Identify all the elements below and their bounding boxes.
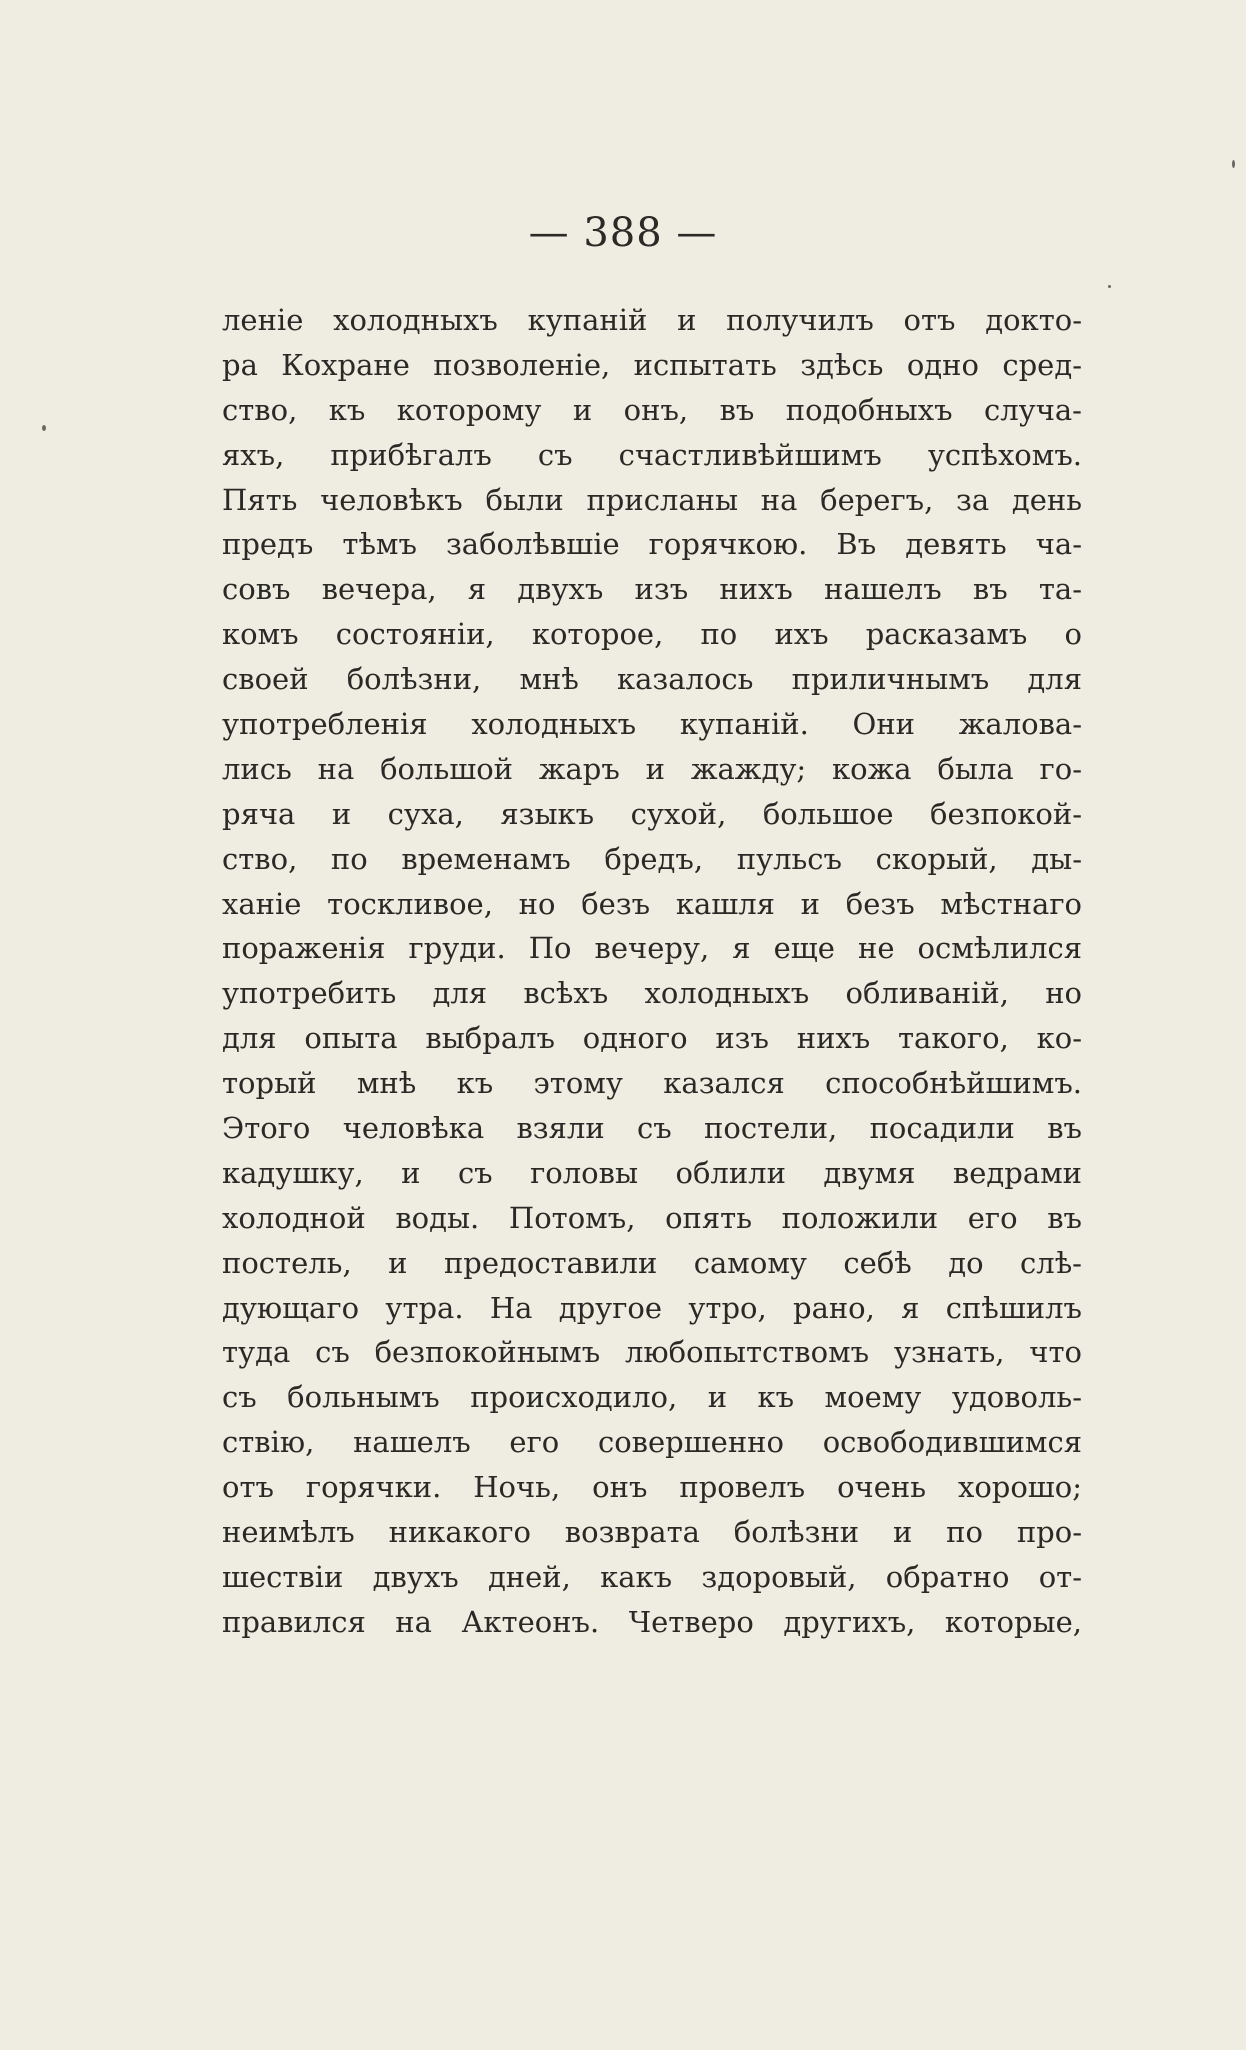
text-line: комъ состояніи, которое, по ихъ расказамъ о (222, 617, 1082, 652)
text-line: кадушку, и съ головы облили двумя ведрами (222, 1155, 1082, 1190)
text-line: совъ вечера, я двухъ изъ нихъ нашелъ въ та- (222, 572, 1082, 607)
text-line: ханіе тоскливое, но безъ кашля и безъ мѣстнаго (222, 886, 1082, 921)
text-line: съ больнымъ происходило, и къ моему удоволь- (222, 1380, 1082, 1415)
text-line: ствію, нашелъ его совершенно освободившимся (222, 1425, 1082, 1460)
text-line: неимѣлъ никакого возврата болѣзни и по про- (222, 1515, 1082, 1550)
text-line: ряча и суха, языкъ сухой, большое безпокой- (222, 796, 1082, 831)
text-line: туда съ безпокойнымъ любопытствомъ узнать, что (222, 1335, 1082, 1370)
text-line: постель, и предоставили самому себѣ до слѣ- (222, 1245, 1082, 1280)
text-line: своей болѣзни, мнѣ казалось приличнымъ для (222, 662, 1082, 697)
text-line: дующаго утра. На другое утро, рано, я спѣшилъ (222, 1290, 1082, 1325)
paper-speck (42, 425, 46, 431)
text-line: пораженія груди. По вечеру, я еще не осмѣлился (222, 931, 1082, 966)
text-line: ра Кохране позволеніе, испытать здѣсь одно сред- (222, 347, 1082, 382)
text-line: леніе холодныхъ купаній и получилъ отъ докто- (222, 303, 1082, 337)
text-line: холодной воды. Потомъ, опять положили его въ (222, 1200, 1082, 1235)
text-line: торый мнѣ къ этому казался способнѣйшимъ. (222, 1066, 1082, 1101)
text-line: употребленія холодныхъ купаній. Они жалова- (222, 707, 1082, 742)
paper-speck (1232, 160, 1235, 168)
text-line: правился на Актеонъ. Четверо другихъ, которые, (222, 1604, 1082, 1639)
text-line: Пять человѣкъ были присланы на берегъ, за день (222, 482, 1082, 517)
paper-speck (1108, 285, 1111, 288)
page-number: — 388 — (528, 210, 718, 256)
text-line: шествіи двухъ дней, какъ здоровый, обратно от- (222, 1559, 1082, 1594)
text-line: ство, къ которому и онъ, въ подобныхъ случа- (222, 392, 1082, 427)
text-line: для опыта выбралъ одного изъ нихъ такого, ко- (222, 1021, 1082, 1056)
text-line: яхъ, прибѣгалъ съ счастливѣйшимъ успѣхомъ. (222, 437, 1082, 472)
body-text (222, 298, 1082, 1645)
text-line: лись на большой жаръ и жажду; кожа была го- (222, 751, 1082, 786)
text-line: ство, по временамъ бредъ, пульсъ скорый, ды- (222, 841, 1082, 876)
text-line: употребить для всѣхъ холодныхъ обливаній, но (222, 976, 1082, 1011)
text-line: предъ тѣмъ заболѣвшіе горячкою. Въ девять ча- (222, 527, 1082, 562)
text-line: Этого человѣка взяли съ постели, посадили въ (222, 1111, 1082, 1146)
text-line: отъ горячки. Ночь, онъ провелъ очень хорошо; (222, 1470, 1082, 1505)
